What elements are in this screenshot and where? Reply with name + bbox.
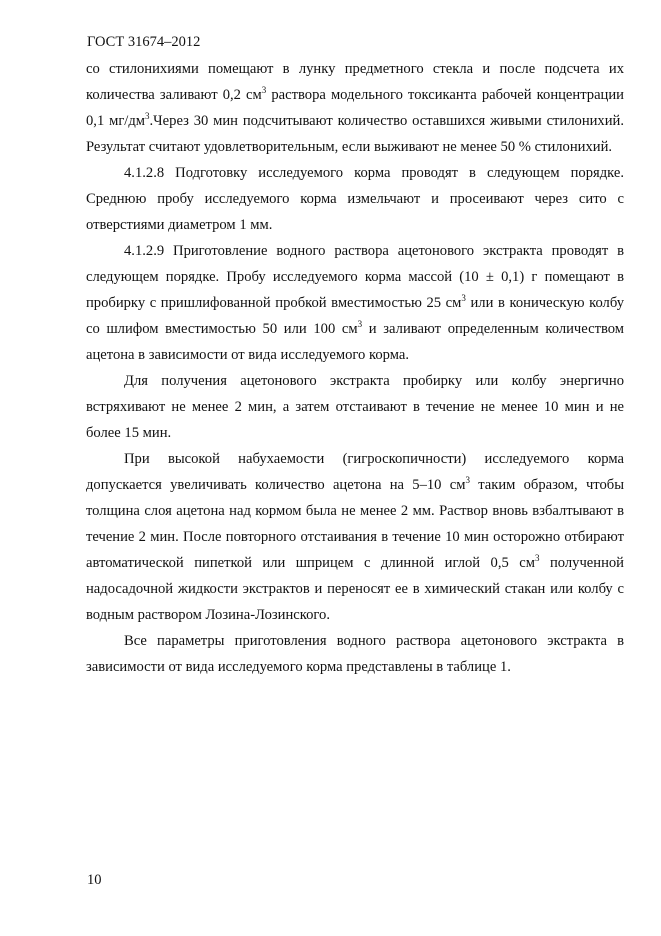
paragraph-continuation [86, 56, 624, 160]
superscript: 3 [465, 475, 470, 485]
superscript: 3 [461, 293, 466, 303]
superscript: 3 [357, 319, 363, 329]
paragraph-table-reference [86, 628, 624, 680]
paragraph-high-swelling [86, 446, 624, 628]
text-run: раствора модельного токсиканта рабочей концентрации 0,1 мг/дм [86, 87, 624, 129]
text-run: 4.1.2.9 Приготовление водного раствора ацетонового экстракта проводят в следующем порядке. Пробу исследуемого корма массой (10 ± 0,1) г помещают в пробирку с пришлифованной пробкой вместимостью 25 см [86, 243, 624, 311]
document-header: ГОСТ 31674–2012 [87, 34, 201, 50]
text-run: таким образом, чтобы толщина слоя ацетона над кормом была не менее 2 мм. Раствор вновь взбалтывают в течение 2 мин. После повторного отстаивания в течение 10 мин осторожно отбирают автоматической пипеткой или шприцем с длинной иглой 0,5 см [86, 477, 624, 571]
text-run: или в коническую колбу со шлифом вместимостью 50 или 100 см [86, 295, 624, 337]
text-run: При высокой набухаемости (гигроскопичности) исследуемого корма допускается увеличивать количество ацетона на 5–10 см [86, 451, 624, 493]
page-number: 10 [87, 872, 102, 888]
paragraph-shaking [86, 368, 624, 446]
text-run: Для получения ацетонового экстракта пробирку или колбу энергично встряхивают не менее 2 мин, а затем отстаивают в течение не менее 10 мин и не более 15 мин. [86, 373, 624, 441]
superscript: 3 [261, 85, 267, 95]
superscript: 3 [534, 553, 540, 563]
paragraph-4-1-2-8 [86, 160, 624, 238]
text-run: 4.1.2.8 Подготовку исследуемого корма проводят в следующем порядке. Среднюю пробу исследуемого корма измельчают и просеивают через сито с отверстиями диаметром 1 мм. [86, 165, 624, 233]
text-run: Все параметры приготовления водного раствора ацетонового экстракта в зависимости от вида исследуемого корма представлены в таблице 1. [86, 633, 624, 675]
superscript: 3 [145, 111, 150, 121]
paragraph-4-1-2-9 [86, 238, 624, 368]
document-body [86, 56, 624, 680]
text-run: и заливают определенным количеством ацетона в зависимости от вида исследуемого корма. [86, 321, 624, 363]
text-run: полученной надосадочной жидкости экстрактов и переносят ее в химический стакан или колбу с водным раствором Лозина-Лозинского. [86, 555, 624, 623]
text-run: .Через 30 мин подсчитывают количество оставшихся живыми стилонихий. Результат считают удовлетворительным, если выживают не менее 50 % стилонихий. [86, 113, 625, 155]
text-run: со стилонихиями помещают в лунку предметного стекла и после подсчета их количества заливают 0,2 см [86, 61, 624, 103]
